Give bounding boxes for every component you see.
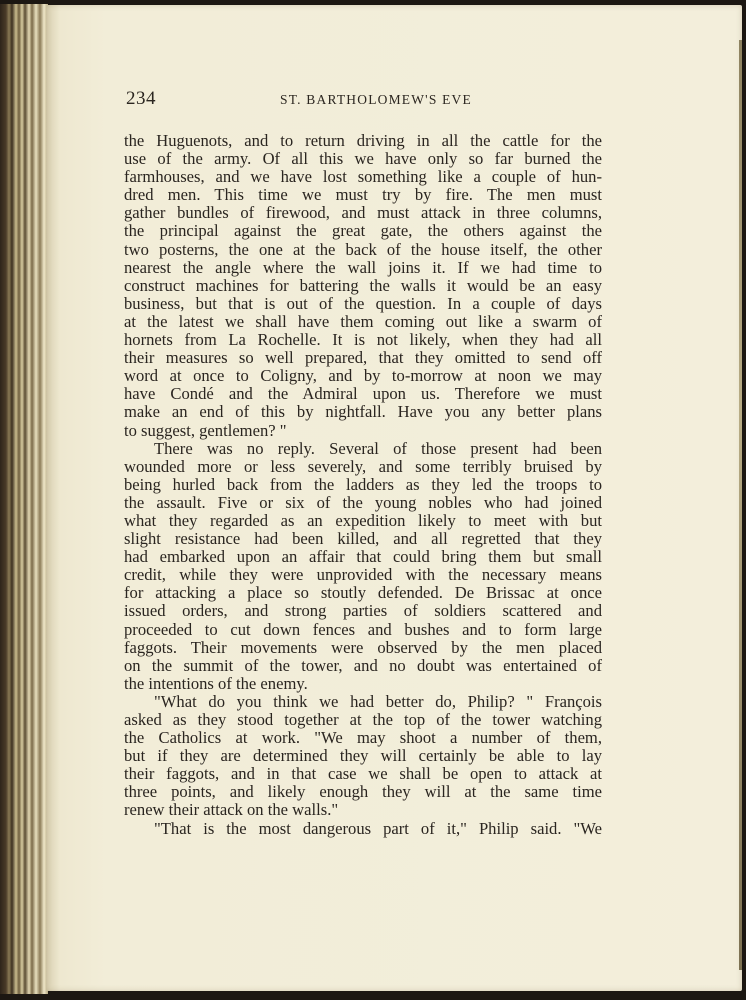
text-line: to suggest, gentlemen? " bbox=[124, 421, 287, 440]
text-line: "What do you think we had better do, Philip? " François bbox=[154, 692, 602, 711]
text-line: slight resistance had been killed, and all regretted that they bbox=[124, 530, 602, 549]
text-line: There was no reply. Several of those present had been bbox=[154, 439, 602, 458]
text-line: their measures so well prepared, that they omitted to send off bbox=[124, 349, 602, 368]
book-spine bbox=[0, 4, 48, 994]
body-text bbox=[124, 132, 602, 838]
text-line: for attacking a place so stoutly defended. De Brissac at once bbox=[124, 584, 602, 603]
text-line: proceeded to cut down fences and bushes and to form large bbox=[124, 620, 602, 639]
text-line: two posterns, the one at the back of the house itself, the other bbox=[124, 240, 602, 259]
page-header bbox=[126, 88, 606, 112]
text-line: being hurled back from the ladders as they led the troops to bbox=[124, 475, 602, 494]
text-line: the intentions of the enemy. bbox=[124, 674, 308, 693]
text-line: farmhouses, and we have lost something like a couple of hun- bbox=[124, 168, 602, 187]
text-line: business, but that is out of the question. In a couple of days bbox=[124, 294, 602, 313]
text-line: issued orders, and strong parties of soldiers scattered and bbox=[124, 602, 602, 621]
text-line: gather bundles of firewood, and must attack in three columns, bbox=[124, 204, 602, 223]
text-line: use of the army. Of all this we have only so far burned the bbox=[124, 150, 602, 169]
page-edge bbox=[739, 40, 742, 970]
text-line: had embarked upon an affair that could bring them but small bbox=[124, 548, 602, 567]
text-line: but if they are determined they will certainly be able to lay bbox=[124, 747, 602, 766]
text-line: faggots. Their movements were observed by the men placed bbox=[124, 638, 602, 657]
text-line: have Condé and the Admiral upon us. Therefore we must bbox=[124, 385, 602, 404]
text-line: hornets from La Rochelle. It is not likely, when they had all bbox=[124, 331, 602, 350]
text-line: three points, and likely enough they will at the same time bbox=[124, 783, 602, 802]
text-line: dred men. This time we must try by fire. The men must bbox=[124, 186, 602, 205]
text-line: renew their attack on the walls." bbox=[124, 801, 339, 820]
text-line: their faggots, and in that case we shall be open to attack at bbox=[124, 765, 602, 784]
text-line: make an end of this by nightfall. Have you any better plans bbox=[124, 403, 602, 422]
text-line: the Catholics at work. "We may shoot a number of them, bbox=[124, 729, 602, 748]
text-line: credit, while they were unprovided with the necessary means bbox=[124, 566, 602, 585]
text-line: at the latest we shall have them coming out like a swarm of bbox=[124, 312, 602, 331]
running-title: ST. BARTHOLOMEW'S EVE bbox=[280, 92, 472, 107]
text-line: on the summit of the tower, and no doubt was entertained of bbox=[124, 656, 602, 675]
text-line: the assault. Five or six of the young nobles who had joined bbox=[124, 493, 602, 512]
page-number: 234 bbox=[126, 88, 156, 109]
text-line: the principal against the great gate, the others against the bbox=[124, 222, 602, 241]
text-line: asked as they stood together at the top of the tower watching bbox=[124, 711, 602, 729]
text-line: the Huguenots, and to return driving in all the cattle for the bbox=[124, 132, 602, 150]
text-line: what they regarded as an expedition likely to meet with but bbox=[124, 511, 602, 530]
text-line: wounded more or less severely, and some terribly bruised by bbox=[124, 457, 602, 476]
text-line: "That is the most dangerous part of it," Philip said. "We bbox=[154, 819, 602, 838]
text-line: nearest the angle where the wall joins it. If we had time to bbox=[124, 258, 602, 277]
text-line: word at once to Coligny, and by to-morrow at noon we may bbox=[124, 367, 602, 386]
text-line: construct machines for battering the walls it would be an easy bbox=[124, 276, 602, 295]
